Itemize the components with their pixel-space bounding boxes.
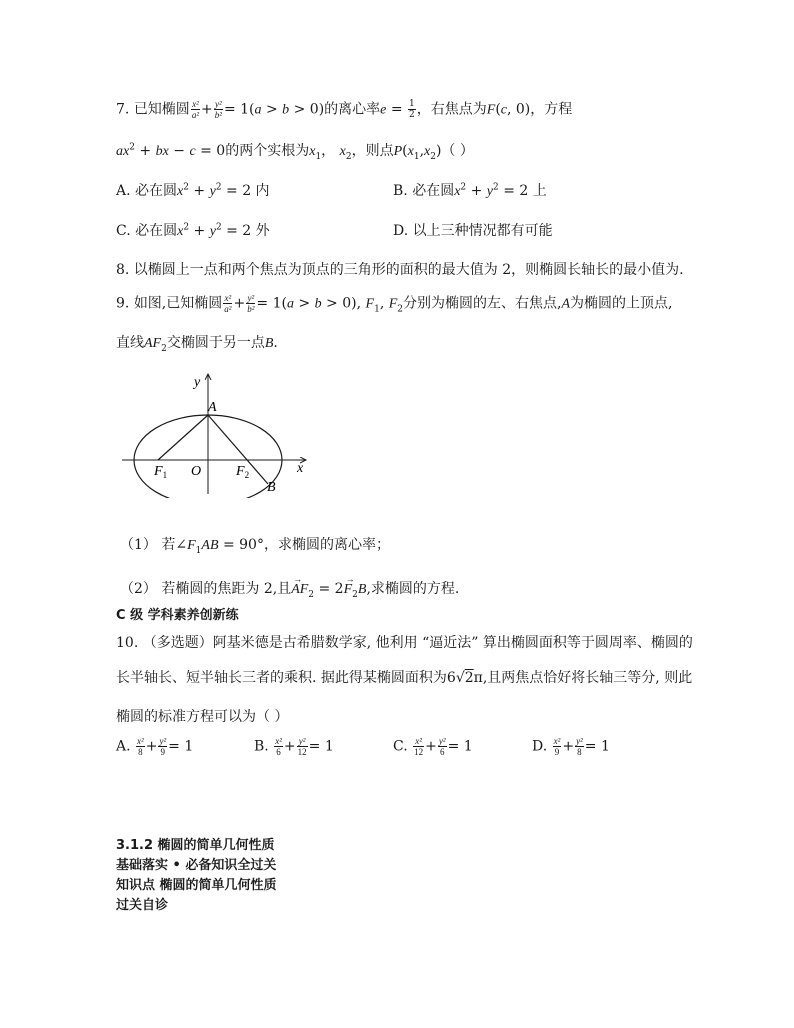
segment-f1-a	[158, 415, 208, 460]
q8-text: 8. 以椭圆上一点和两个焦点为顶点的三角形的面积的最大值为 2，则椭圆长轴长的最小值为.	[116, 262, 684, 278]
q7-option-a[interactable]: A. 必在圆$x^2 + y^2 = 2$ 内	[116, 182, 270, 199]
q9-sub2: （2） 若椭圆的焦距为 2,且→ $AF_2 = 2\to F_2B$,求椭圆的方程.	[120, 579, 459, 600]
q7-option-b[interactable]: B. 必在圆$x^2 + y^2 = 2$ 上	[393, 182, 547, 199]
label-f1: $F_1$	[154, 464, 168, 480]
q7-number: 7.	[116, 101, 130, 118]
q10-option-c[interactable]: C. $\frac{\text{x²}}{12}$ + $\frac{\text{y²}}{6}$ = 1	[393, 736, 473, 757]
subheading-basics: 基础落实 • 必备知识全过关	[116, 858, 277, 873]
q7-line1: 7. 已知椭圆 $\frac{\text{x²}}{\text{a²}}$ + $\frac{\text{y²}}{\text{b²}}$ = 1(a > b > 0)的离心率e = $\frac{1}{2}$ ，右焦点为F(c, 0)，方程	[116, 99, 573, 120]
label-x: x	[297, 461, 304, 476]
label-o: O	[191, 464, 202, 479]
q9-line1: 9. 如图,已知椭圆 $\frac{\text{x²}}{\text{a²}}$ + $\frac{\text{y²}}{\text{b²}}$ = 1(a > b > 0), $F_1$, $F_2$分别为椭圆的左、右焦点,A为椭圆的上顶点,	[116, 293, 673, 315]
q7-option-c[interactable]: C. 必在圆$x^2 + y^2 = 2$ 外	[116, 222, 270, 239]
label-f2: $F_2$	[236, 464, 250, 480]
q7-line2: $ax^2$ + bx − c = 0的两个实根为$x_1$， $x_2$，则点$P(x_1,x_2)$（ ）	[116, 142, 474, 162]
label-b: B	[267, 480, 276, 495]
section-heading-312: 3.1.2 椭圆的简单几何性质	[116, 838, 275, 853]
ellipse-figure	[118, 368, 318, 498]
label-y: y	[194, 375, 201, 390]
subheading-selfcheck: 过关自诊	[116, 898, 169, 913]
q10-line3: 椭圆的标准方程可以为（ ）	[116, 709, 289, 725]
q9-number: 9.	[116, 295, 130, 312]
q7-option-d[interactable]: D. 以上三种情况都有可能	[393, 223, 553, 239]
q10-option-b[interactable]: B. $\frac{\text{x²}}{6}$ + $\frac{\text{y²}}{12}$ = 1	[254, 736, 334, 757]
section-c-heading: C 级 学科素养创新练	[116, 608, 239, 623]
q10-option-d[interactable]: D. $\frac{\text{x²}}{9}$ + $\frac{\text{y²}}{8}$ = 1	[532, 736, 610, 757]
q9-line2: 直线$AF_2$交椭圆于另一点B.	[116, 335, 278, 354]
q10-line2: 长半轴长、短半轴长三者的乘积. 据此得某椭圆面积为6√2π,且两焦点恰好将长轴三等分, 则此	[116, 670, 693, 686]
q10-line1: 10. （多选题）阿基米德是古希腊数学家, 他利用 “逼近法” 算出椭圆面积等于圆周率、椭圆的	[116, 635, 693, 651]
subheading-knowledge: 知识点 椭圆的简单几何性质	[116, 878, 277, 893]
label-a: A	[208, 400, 217, 415]
q9-sub1: （1） 若$\angle F_1AB = 90^\circ$，求椭圆的离心率；	[120, 537, 390, 556]
q10-option-a[interactable]: A. $\frac{\text{x²}}{8}$ + $\frac{\text{y²}}{9}$ = 1	[116, 736, 194, 757]
